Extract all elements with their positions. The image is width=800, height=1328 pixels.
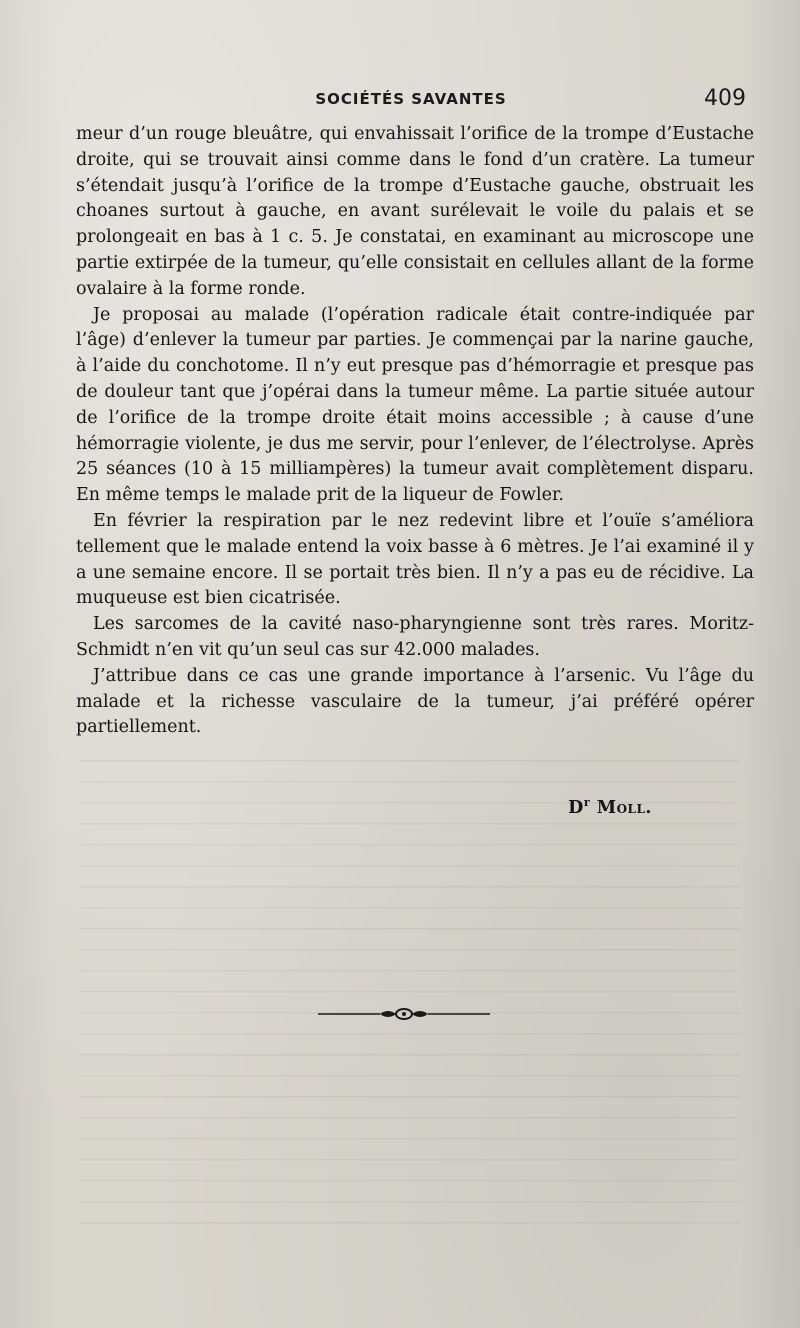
running-head xyxy=(76,86,746,116)
paragraph: Les sarcomes de la cavité naso-pharyngienne sont très rares. Moritz-Schmidt n’en vit qu’un seul cas sur 42.000 malades. xyxy=(76,614,754,660)
running-title: SOCIÉTÉS SAVANTES xyxy=(315,90,507,108)
fleuron-rule-icon xyxy=(318,1004,490,1024)
body-text xyxy=(76,122,754,741)
paragraph: J’attribue dans ce cas une grande importance à l’arsenic. Vu l’âge du malade et la richesse vasculaire de la tumeur, j’ai préféré opérer partiellement. xyxy=(76,665,754,738)
signature-prefix: D xyxy=(568,797,584,818)
paragraph-continued: meur d’un rouge bleuâtre, qui envahissait l’orifice de la trompe d’Eustache droite, qui se trouvait ainsi comme dans le fond d’un cratère. La tumeur s’étendait jusqu’à l’orifice de la trompe d’Eustache gauche, obstruait les choanes surtout à gauche, en avant surélevait le voile du palais et se prolongeait en bas à 1 c. 5. Je constatai, en examinant au microscope une partie extirpée de la tumeur, qu’elle consistait en cellules allant de la forme ovalaire à la forme ronde. xyxy=(76,124,754,299)
page-number: 409 xyxy=(704,86,746,111)
signature-sup: r xyxy=(583,796,591,809)
paragraph: Je proposai au malade (l’opération radicale était contre-indiquée par l’âge) d’enlever la tumeur par parties. Je commençai par la narine gauche, à l’aide du conchotome. Il n’y eut presque pas d’hémorragie et presque pas de douleur tant que j’opérai dans la tumeur même. La partie située autour de l’orifice de la trompe droite était moins accessible ; à cause d’une hémorragie violente, je dus me servir, pour l’enlever, de l’électrolyse. Après 25 séances (10 à 15 milliampères) la tumeur avait complètement disparu. En même temps le malade prit de la liqueur de Fowler. xyxy=(76,304,754,506)
show-through-text xyxy=(80,760,740,1240)
signature xyxy=(568,796,652,818)
signature-name: Moll. xyxy=(590,797,652,818)
paragraph: En février la respiration par le nez redevint libre et l’ouïe s’améliora tellement que le malade entend la voix basse à 6 mètres. Je l’ai examiné il y a une semaine encore. Il se portait très bien. Il n’y a pas eu de récidive. La muqueuse est bien cicatrisée. xyxy=(76,510,754,609)
